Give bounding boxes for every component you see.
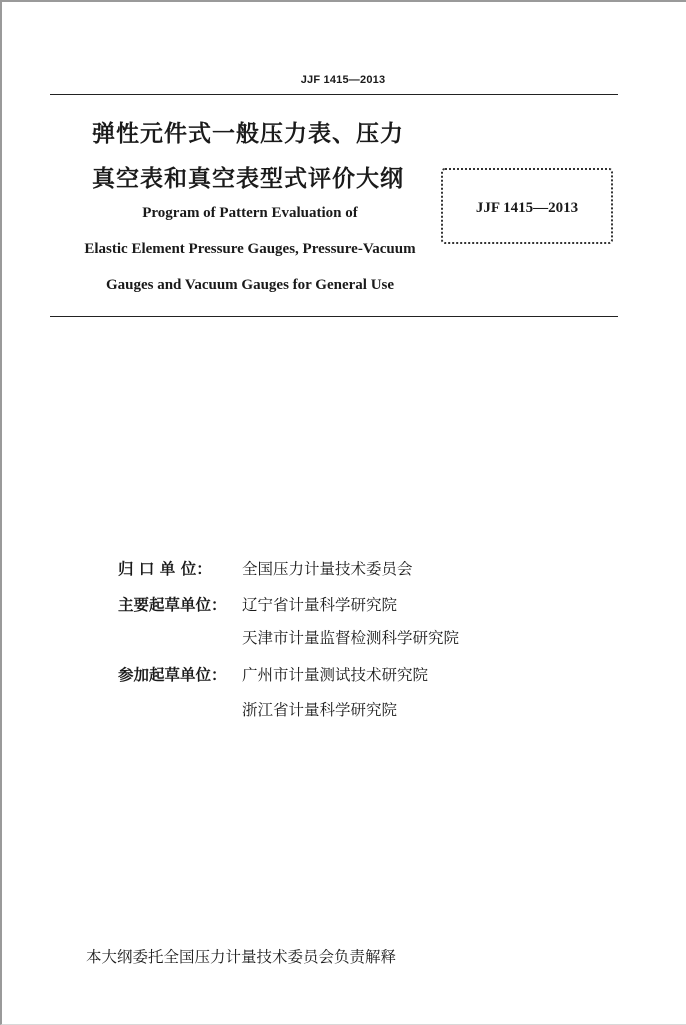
participating-row-1	[118, 663, 428, 685]
participating-unit-2: 浙江省计量科学研究院	[242, 701, 398, 719]
main-drafting-row-2	[118, 626, 459, 648]
top-rule	[50, 94, 618, 95]
main-drafting-unit-1: 辽宁省计量科学研究院	[242, 596, 398, 614]
responsible-unit-label: 归 口 单 位：	[118, 560, 212, 578]
title-english-line-3: Gauges and Vacuum Gauges for General Use	[105, 277, 395, 293]
title-chinese-line-2: 真空表和真空表型式评价大纲	[92, 166, 404, 192]
participating-label: 参加起草单位：	[118, 666, 227, 684]
code-box-text: JJF 1415—2013	[475, 200, 579, 216]
title-chinese-line-1: 弹性元件式一般压力表、压力	[92, 121, 404, 147]
main-drafting-row-1	[118, 593, 397, 615]
footer-note: 本大纲委托全国压力计量技术委员会负责解释	[86, 948, 397, 966]
responsible-unit-row	[118, 557, 413, 579]
header-standard-code: JJF 1415—2013	[300, 74, 386, 86]
title-english-line-2: Elastic Element Pressure Gauges, Pressure-Vacuum	[84, 241, 416, 257]
responsible-unit-value: 全国压力计量技术委员会	[242, 560, 413, 578]
participating-row-2	[118, 698, 397, 720]
standard-code-box	[441, 168, 613, 244]
main-drafting-unit-2: 天津市计量监督检测科学研究院	[242, 629, 460, 647]
title-english-line-1: Program of Pattern Evaluation of	[142, 205, 358, 221]
bottom-rule	[50, 316, 618, 317]
participating-unit-1: 广州市计量测试技术研究院	[242, 666, 429, 684]
main-drafting-label: 主要起草单位：	[118, 596, 227, 614]
